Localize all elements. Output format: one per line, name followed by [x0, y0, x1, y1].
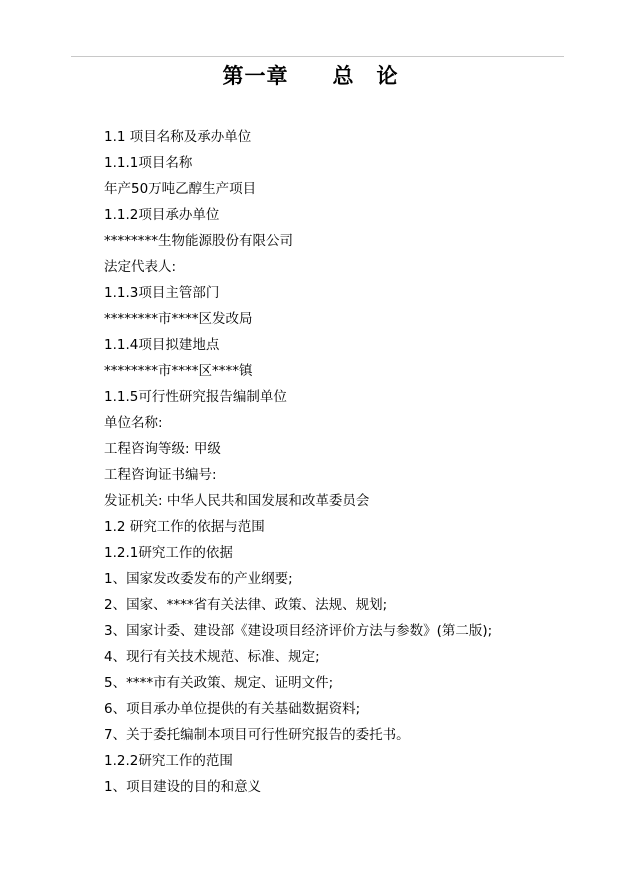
scope-item-1: 1、项目建设的目的和意义 [104, 779, 262, 795]
subsection-heading-1-2-1: 1.2.1研究工作的依据 [104, 545, 233, 561]
section-heading-1-2: 1.2 研究工作的依据与范围 [104, 519, 265, 535]
basis-item-3: 3、国家计委、建设部《建设项目经济评价方法与参数》(第二版); [104, 623, 493, 639]
subsection-heading-1-1-3: 1.1.3项目主管部门 [104, 285, 220, 301]
legal-representative: 法定代表人: [104, 259, 177, 275]
basis-item-5: 5、****市有关政策、规定、证明文件; [104, 675, 334, 691]
consulting-grade: 工程咨询等级: 甲级 [104, 441, 221, 457]
basis-item-4: 4、现行有关技术规范、标准、规定; [104, 649, 320, 665]
subsection-heading-1-1-2: 1.1.2项目承办单位 [104, 207, 220, 223]
basis-item-1: 1、国家发改委发布的产业纲要; [104, 571, 293, 587]
section-heading-1-1: 1.1 项目名称及承办单位 [104, 129, 252, 145]
basis-item-6: 6、项目承办单位提供的有关基础数据资料; [104, 701, 361, 717]
supervising-department: ********市****区发改局 [104, 311, 253, 327]
basis-item-2: 2、国家、****省有关法律、政策、法规、规划; [104, 597, 388, 613]
project-location: ********市****区****镇 [104, 363, 253, 379]
subsection-heading-1-1-5: 1.1.5可行性研究报告编制单位 [104, 389, 287, 405]
sponsor-company: ********生物能源股份有限公司 [104, 233, 293, 249]
subsection-heading-1-1-4: 1.1.4项目拟建地点 [104, 337, 220, 353]
chapter-title: 第一章 总 论 [222, 63, 399, 88]
document-body [104, 124, 564, 800]
subsection-heading-1-2-2: 1.2.2研究工作的范围 [104, 753, 233, 769]
issuing-authority: 发证机关: 中华人民共和国发展和改革委员会 [104, 493, 370, 509]
certificate-number: 工程咨询证书编号: [104, 467, 217, 483]
basis-item-7: 7、关于委托编制本项目可行性研究报告的委托书。 [104, 727, 410, 743]
project-name: 年产50万吨乙醇生产项目 [104, 181, 257, 197]
unit-name: 单位名称: [104, 415, 163, 431]
subsection-heading-1-1-1: 1.1.1项目名称 [104, 155, 193, 171]
header-rule [71, 56, 564, 57]
